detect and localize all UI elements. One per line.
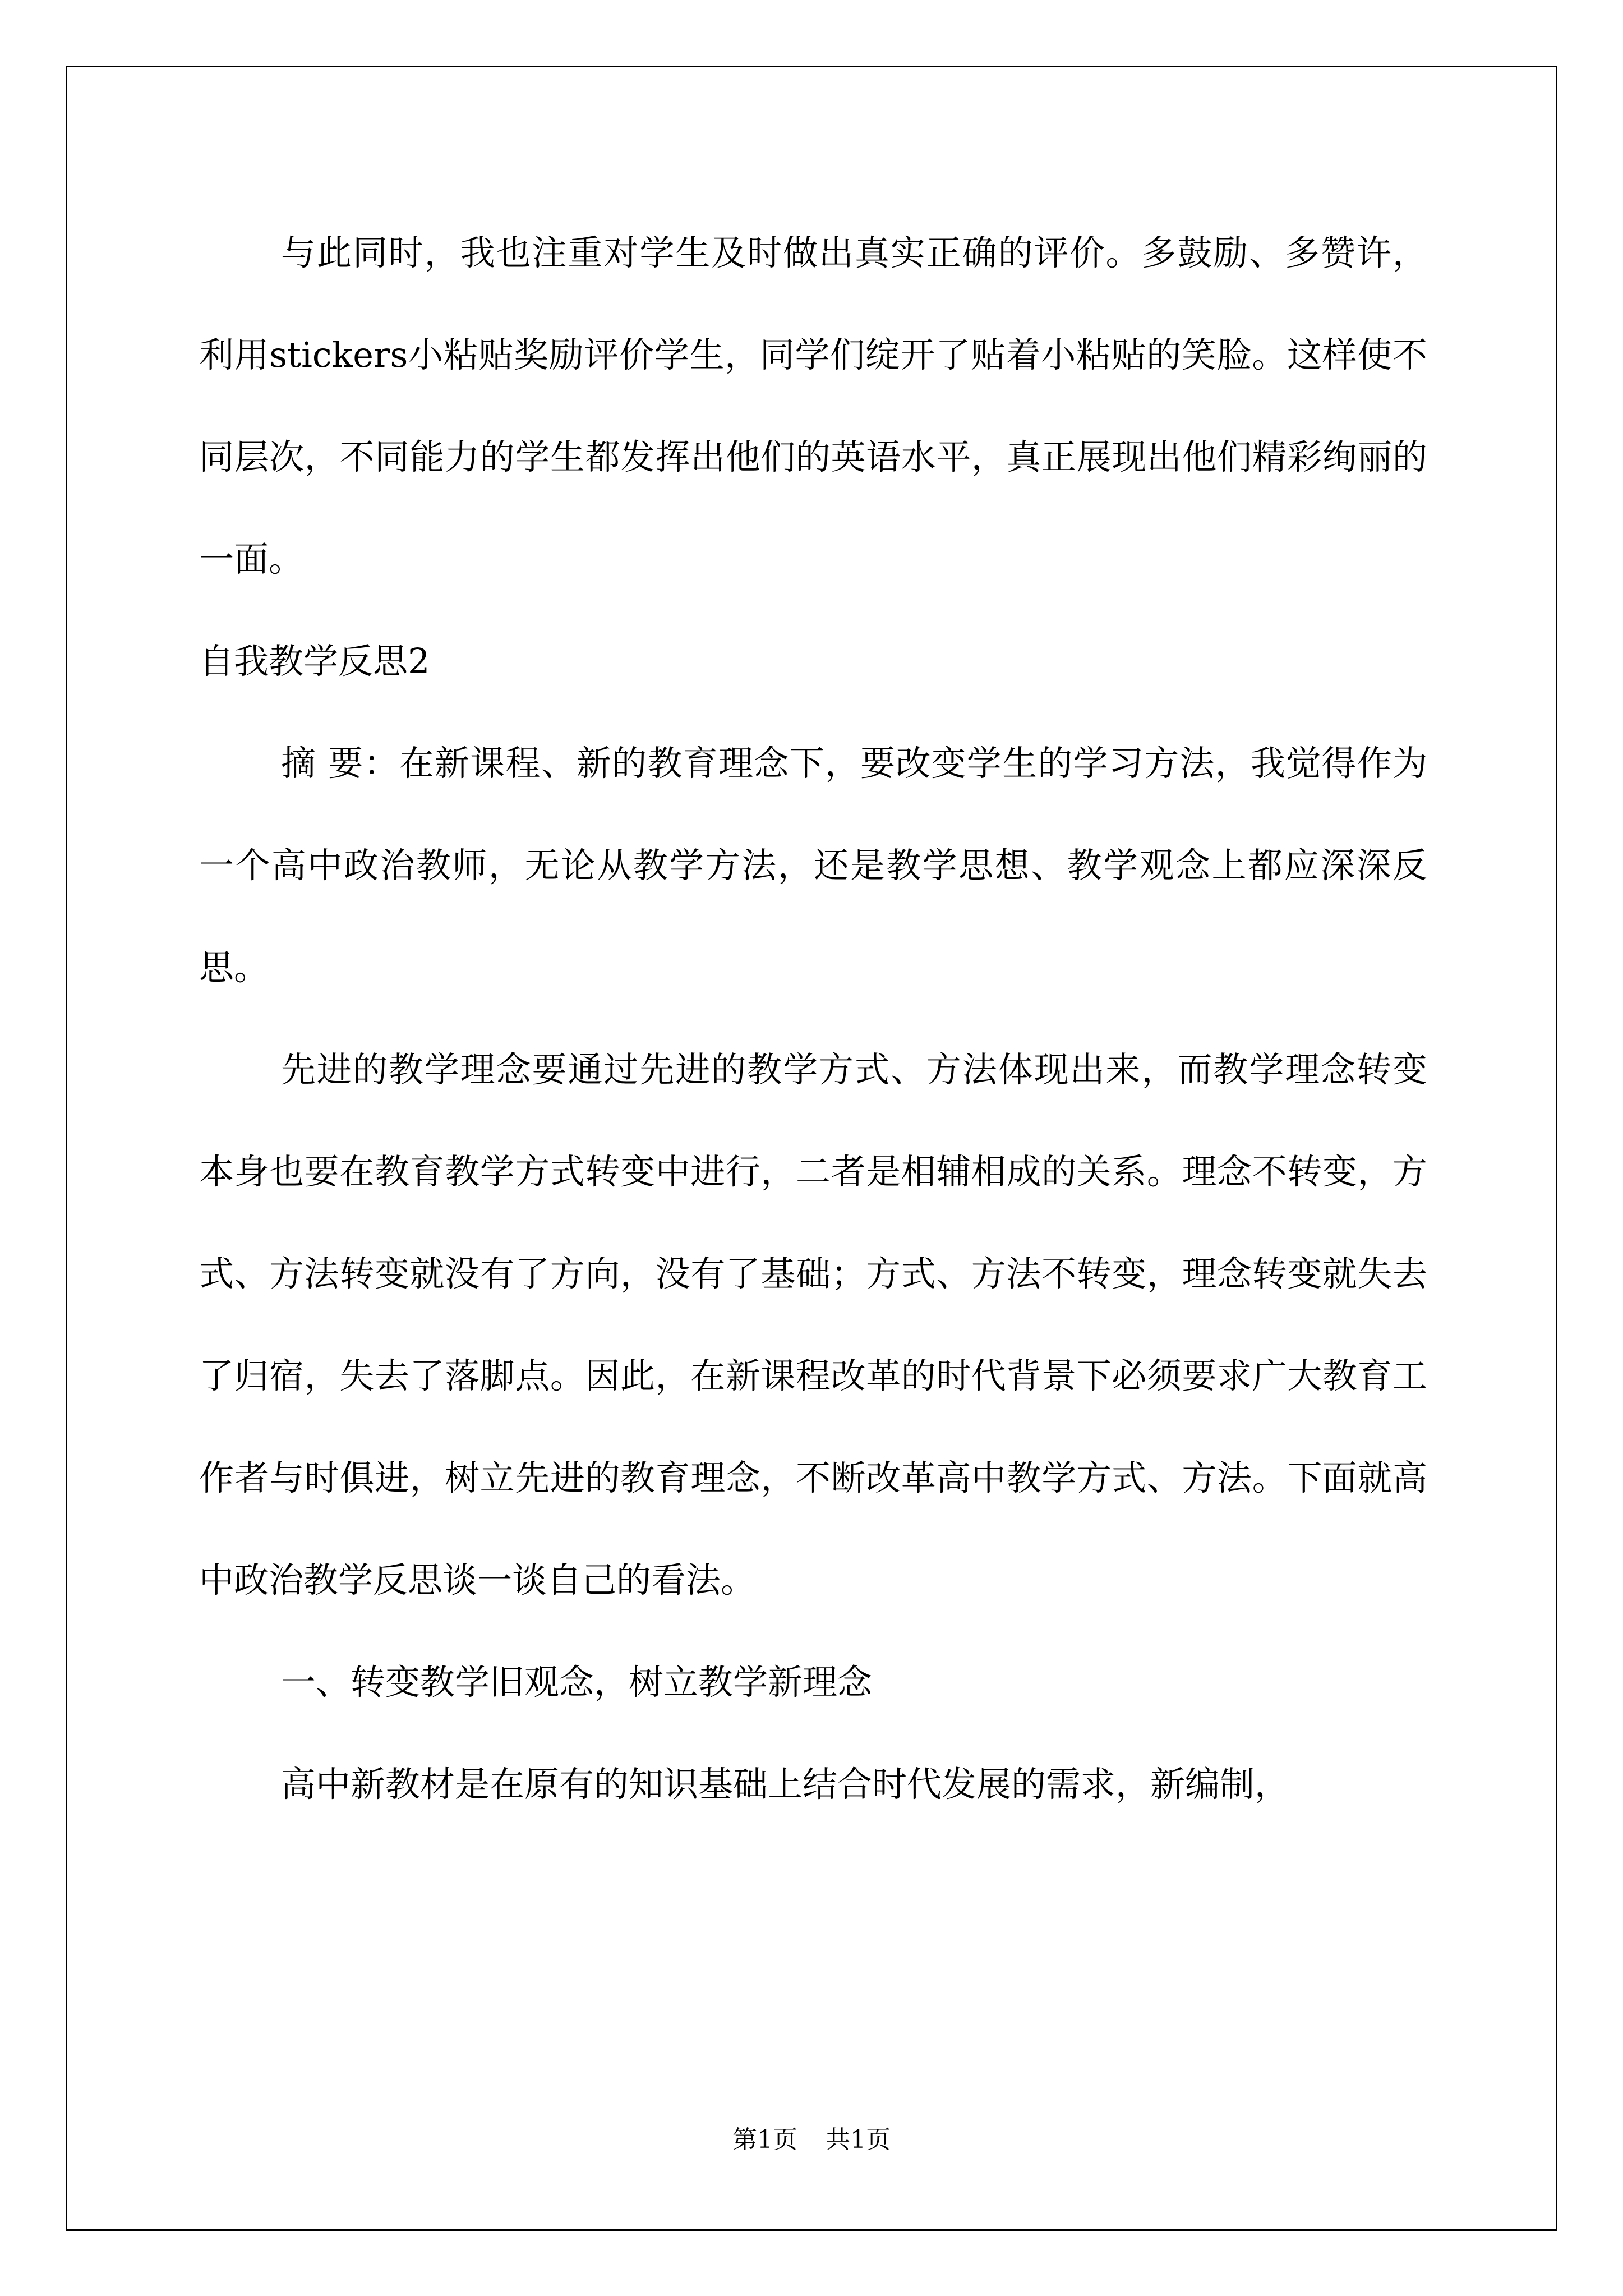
paragraph-new-textbook: 高中新教材是在原有的知识基础上结合时代发展的需求，新编制， (281, 1764, 1290, 1805)
paragraph-teaching-concept: 先进的教学理念要通过先进的教学方式、方法体现出来，而教学理念转变本身也要在教育教学方式转变中进行，二者是相辅相成的关系。理念不转变，方式、方法转变就没有了方向，没有了基础；方式、方法不转变，理念转变就失去了归宿，失去了落脚点。因此，在新课程改革的时代背景下必须要求广大教育工作者与时俱进，树立先进的教育理念，不断改革高中教学方式、方法。下面就高中政治教学反思谈一谈自己的看法。 (199, 1049, 1427, 1600)
page-number-current: 第1页 (732, 2125, 797, 2154)
document-body (199, 202, 1427, 1835)
paragraph-abstract: 摘 要：在新课程、新的教育理念下，要改变学生的学习方法，我觉得作为一个高中政治教师，无论从教学方法，还是教学思想、教学观念上都应深深反思。 (199, 743, 1427, 988)
page-footer (0, 2119, 1623, 2155)
section-title: 自我教学反思2 (199, 641, 430, 682)
page-number-total: 共1页 (826, 2125, 891, 2154)
paragraph-evaluation: 与此同时，我也注重对学生及时做出真实正确的评价。多鼓励、多赞许，利用stickers小粘贴奖励评价学生，同学们绽开了贴着小粘贴的笑脸。这样使不同层次，不同能力的学生都发挥出他们的英语水平，真正展现出他们精彩绚丽的一面。 (199, 232, 1427, 579)
subheading-one: 一、转变教学旧观念，树立教学新理念 (281, 1662, 873, 1703)
